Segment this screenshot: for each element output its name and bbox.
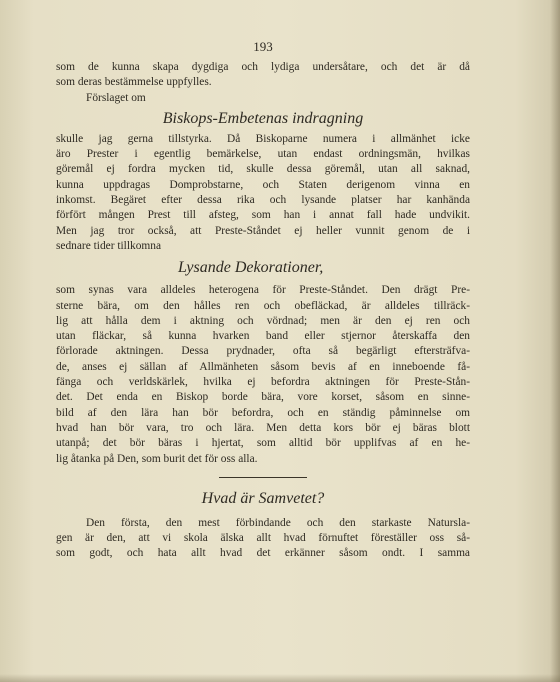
text-line: utan fläckar, så kunna hvarken band eller stjernor återskaffa den xyxy=(56,330,470,343)
text-line: hvad han bör vara, tro och lära. Men detta kors bör ej bäras blott xyxy=(56,421,470,434)
text-line: lig att hålla dem i aktning och vördnad; men är den ej ren och xyxy=(56,314,470,327)
text-line: förlorade aktningen. Dessa prydnader, ofta så begärligt eftersträfva- xyxy=(56,345,470,358)
page-bottom-shadow xyxy=(0,674,560,682)
page-number: 193 xyxy=(253,39,273,54)
text-line: inkomst. Begäret efter dessa rika och lysande platser har kanhända xyxy=(56,194,470,207)
text-line: Men jag tror också, att Preste-Ståndet ej heller vunnit genom de i xyxy=(56,224,470,237)
section-divider xyxy=(219,477,307,478)
text-line: bild af den lära han bör befordra, och en ständig påminnelse om xyxy=(56,406,470,419)
text-line: sterne bära, om den hålles ren och obefläckad, är alldeles tillräck- xyxy=(56,299,470,312)
text-line: äro Prester i egentlig bemärkelse, utan endast ordningsmän, hvilkas xyxy=(56,148,470,161)
text-line: de, anses ej sällan af Allmänheten såsom bevis af en inneboende få- xyxy=(56,360,470,373)
text-line: som deras bestämmelse uppfylles. xyxy=(56,76,212,89)
text-line: förfört mången Prest till afsteg, som han i annat fall hade undvikit. xyxy=(56,209,470,222)
section-heading-lysande-dekorationer: Lysande Dekorationer, xyxy=(178,259,324,277)
text-line: gen är den, att vi skola älska allt hvad förnuftet föreställer oss så- xyxy=(56,532,470,545)
text-line: fänga och verldskärlek, hvilka ej befordra aktningen för Preste-Stån- xyxy=(56,376,470,389)
text-line: Förslaget om xyxy=(86,91,146,104)
text-line: det. Det enda en Biskop borde bära, vore korset, såsom en sinne- xyxy=(56,391,470,404)
text-line: som godt, och hata allt hvad det erkänner såsom ondt. I samma xyxy=(56,547,470,560)
section-heading-hvad-ar-samvetet: Hvad är Samvetet? xyxy=(201,489,325,507)
text-line: sednare tider tillkomna xyxy=(56,239,162,252)
text-line: göremål ej fordra mycken tid, skulle dessa göremål, utan all saknad, xyxy=(56,163,470,176)
page-text xyxy=(56,38,470,562)
text-line: som de kunna skapa dygdiga och lydiga undersåtare, och det är då xyxy=(56,61,470,73)
text-line: lig åtanka på Den, som burit det för oss alla. xyxy=(56,452,258,465)
text-line: kunna uppdragas Domprobstarne, och Staten derigenom vinna en xyxy=(56,178,470,191)
text-line: Den första, den mest förbindande och den starkaste Natursla- xyxy=(86,516,470,529)
section-heading-biskops-embetenas: Biskops-Embetenas indragning xyxy=(162,109,364,127)
text-line: skulle jag gerna tillstyrka. Då Biskoparne numera i allmänhet icke xyxy=(56,132,470,145)
page-edge-shadow xyxy=(550,0,560,682)
text-line: utanpå; det bör bäras i hjertat, som alltid bör upplifvas af en he- xyxy=(56,437,470,450)
text-line: som synas vara alldeles heterogena för Preste-Ståndet. Den drägt Pre- xyxy=(56,284,470,297)
